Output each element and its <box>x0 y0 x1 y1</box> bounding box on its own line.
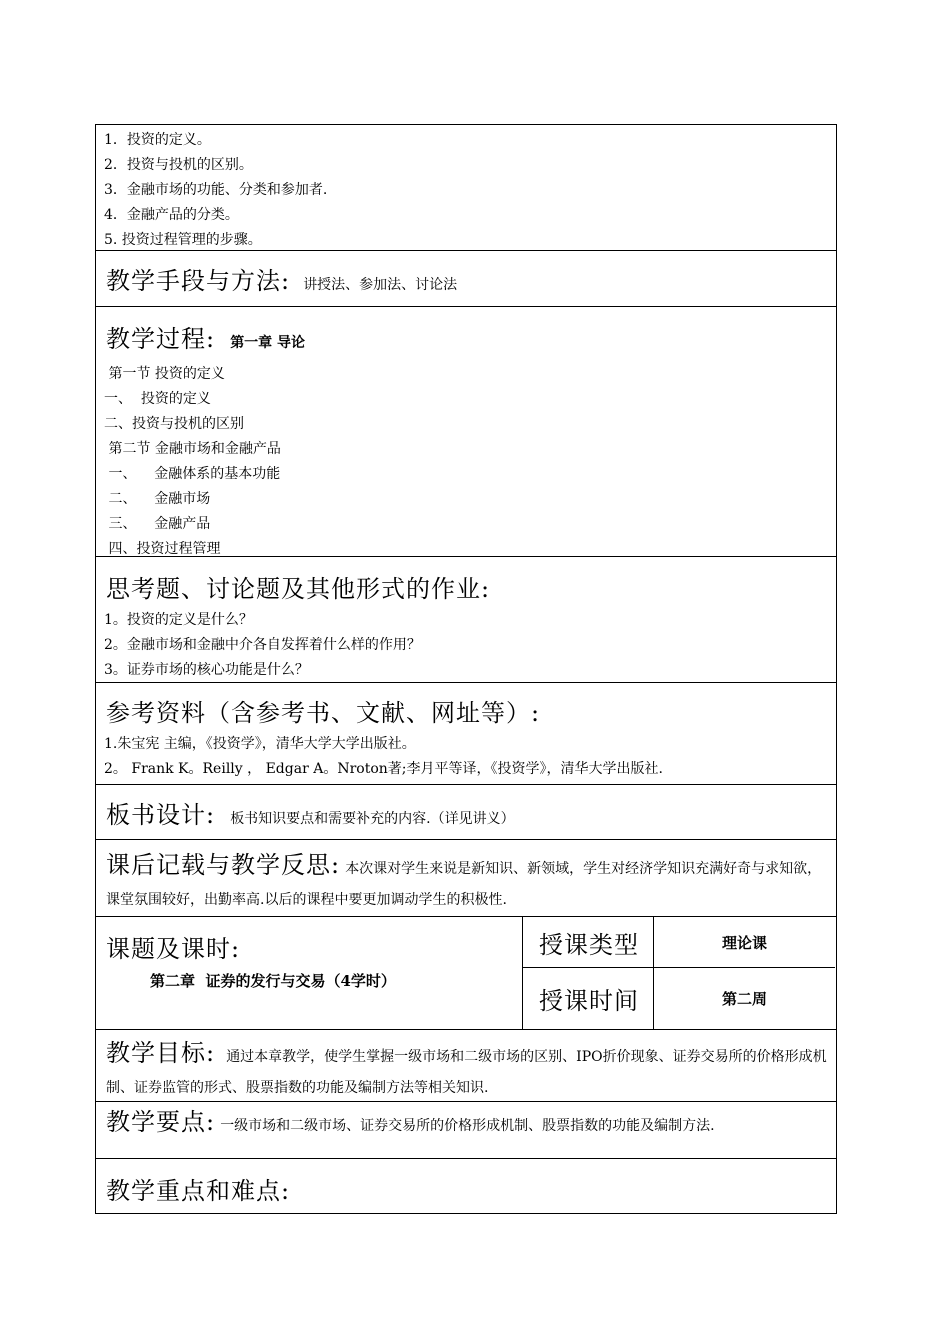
process-line: 二、 金融市场 <box>104 491 211 507</box>
lesson-time-row <box>523 968 835 1029</box>
board-section <box>95 785 837 840</box>
process-line: 第一节 投资的定义 <box>104 366 225 382</box>
goals-text: 通过本章教学，使学生掌握一级市场和二级市场的区别、IPO折价现象、证券交易所的价格形成机制、证券监管的形式、股票指数的功能及编制方法等相关知识. <box>106 1049 827 1096</box>
reflection-section <box>95 840 837 917</box>
process-line: 三、 金融产品 <box>104 516 211 532</box>
reference-item: 1.朱宝宪 主编，《投资学》，清华大学大学出版社。 <box>104 736 416 752</box>
objective-item: 2．投资与投机的区别。 <box>104 157 253 173</box>
process-line: 四、投资过程管理 <box>104 541 221 557</box>
homework-section <box>95 557 837 683</box>
key-points-section <box>95 1102 837 1159</box>
objectives-section <box>95 124 837 251</box>
key-points-text: 一级市场和二级市场、证券交易所的价格形成机制、股票指数的功能及编制方法. <box>220 1118 715 1134</box>
lesson-type-value: 理论课 <box>721 933 767 952</box>
goals-section <box>95 1030 837 1102</box>
lesson-time-label: 授课时间 <box>539 987 639 1015</box>
lesson-type-label: 授课类型 <box>539 930 639 959</box>
objective-item: 5. 投资过程管理的步骤。 <box>104 232 262 248</box>
methods-text: 讲授法、参加法、讨论法 <box>303 277 458 293</box>
references-section <box>95 683 837 785</box>
process-chapter: 第一章 导论 <box>230 335 306 351</box>
objective-item: 4．金融产品的分类。 <box>104 207 239 223</box>
difficulties-section <box>95 1159 837 1214</box>
lesson-topic-label: 课题及课时: <box>106 935 241 963</box>
difficulties-label: 教学重点和难点: <box>106 1177 291 1205</box>
reference-item: 2。 Frank K。Reilly ， Edgar A。Nroton著;李月平等译，《投资学》，清华大学出版社. <box>104 761 663 777</box>
lesson-info-table <box>95 917 837 1030</box>
lesson-type-row <box>523 917 835 968</box>
reflection-label: 课后记载与教学反思: <box>106 851 341 879</box>
goals-label: 教学目标: <box>106 1039 216 1067</box>
lesson-topic-cell <box>96 917 523 1029</box>
process-section <box>95 307 837 557</box>
lesson-meta-cell <box>523 917 835 1029</box>
objective-item: 3．金融市场的功能、分类和参加者. <box>104 182 328 198</box>
homework-item: 2。金融市场和金融中介各自发挥着什么样的作用？ <box>104 637 421 653</box>
board-text: 板书知识要点和需要补充的内容.（详见讲义） <box>230 811 515 827</box>
objective-item: 1．投资的定义。 <box>104 132 211 148</box>
board-label: 板书设计: <box>106 801 216 829</box>
key-points-label: 教学要点: <box>106 1108 216 1136</box>
references-label: 参考资料（含参考书、文献、网址等）: <box>106 699 541 727</box>
homework-item: 1。投资的定义是什么？ <box>104 612 253 628</box>
lesson-time-value: 第二周 <box>721 990 767 1008</box>
lesson-plan-sheet <box>95 124 837 1214</box>
process-line: 一、 金融体系的基本功能 <box>104 466 281 482</box>
process-line: 第二节 金融市场和金融产品 <box>104 441 281 457</box>
homework-item: 3。证券市场的核心功能是什么？ <box>104 662 309 678</box>
methods-label: 教学手段与方法: <box>106 267 291 295</box>
process-line: 一、 投资的定义 <box>104 391 211 407</box>
lesson-topic-value: 第二章 证券的发行与交易（4学时） <box>150 972 396 990</box>
methods-section <box>95 251 837 307</box>
reflection-text: 本次课对学生来说是新知识、新领域，学生对经济学知识充满好奇与求知欲，课堂氛围较好，出勤率高.以后的课程中要更加调动学生的积极性. <box>106 861 822 908</box>
process-label: 教学过程: <box>106 325 216 353</box>
homework-label: 思考题、讨论题及其他形式的作业: <box>106 575 491 603</box>
process-line: 二、投资与投机的区别 <box>104 416 244 432</box>
